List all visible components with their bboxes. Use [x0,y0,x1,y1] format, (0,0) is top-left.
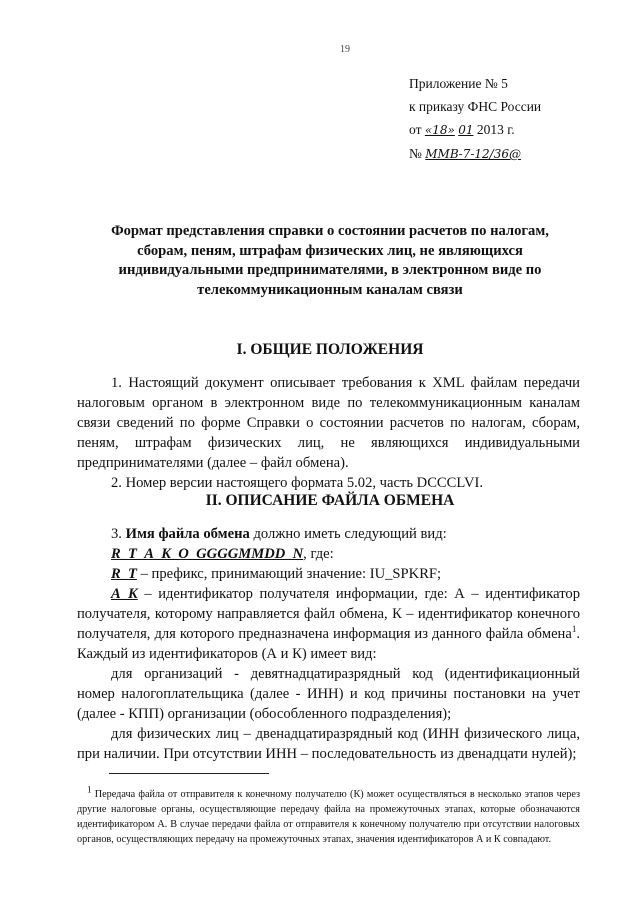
file-name-term: Имя файла обмена [125,526,250,542]
section-2-heading: II. ОПИСАНИЕ ФАЙЛА ОБМЕНА [205,492,455,509]
ak-text: – идентификатор получателя информации, где: А – идентификатор получателя, которому направляется файл обмена, К – идентификатор конечного получателя, для которого предназначена информация из данного файла обмена [77,586,580,642]
annex-title: Приложение № 5 [409,76,508,91]
rt-text: – префикс, принимающий значение: IU_SPKRF; [140,566,442,582]
file-name-pattern-line [77,544,580,564]
annex-date-prefix: от [409,122,422,137]
annex-block [409,72,541,166]
annex-date-day: «18» [424,123,455,137]
rt-definition [77,564,580,584]
paragraph-1: 1. Настоящий документ описывает требования к XML файлам передачи налоговым органом в электронном виде по телекоммуникационным каналам связи сведений по форме Справки о состоянии расчетов по налогам, сборам, пеням, штрафам физических лиц, не являющихся индивидуальными предпринимателями (далее – файл обмена). [77,375,580,471]
ak-definition [77,584,580,664]
section-1-body [77,373,580,493]
paragraph-2: 2. Номер версии настоящего формата 5.02, часть DCCCLVI. [111,475,484,491]
page-number: 19 [340,44,350,55]
paragraph-3-number: 3. [111,526,122,542]
annex-number-line [409,142,541,166]
org-identifier-text: для организаций - девятнадцатиразрядный код (идентификационный номер налогоплательщика (далее - ИНН) и код причины постановки на учет (далее - КПП) организации (обособленного подразделения); [77,666,580,722]
file-name-pattern: R_T_A_K_O_GGGGMMDD_N [111,546,304,562]
footnote-text: Передача файла от отправителя к конечному получателю (К) может осуществляться в несколько этапов через другие налоговые органы, осуществляющие передачу файла на промежуточных этапах, которые обозначаются идентификатором А. В случае передачи файла от отправителя к конечному получателю при отсутствии налоговых органов, осуществляющих передачу на промежуточных этапах, значения идентификаторов А и К совпадают. [77,789,581,845]
person-identifier-text: для физических лиц – двенадцатиразрядный код (ИНН физического лица, при наличии. При отсутствии ИНН – последовательность из двенадцати нулей); [77,726,580,762]
annex-date-year: 2013 г. [476,122,515,137]
paragraph-3 [77,524,580,544]
annex-date-line [409,118,541,142]
annex-order-ref: к приказу ФНС России [409,99,542,114]
paragraph-3-text: должно иметь следующий вид: [253,526,447,542]
section-2-body [77,524,580,764]
footnote [77,784,581,847]
ak-term: A_K [111,586,138,602]
section-1-heading: I. ОБЩИЕ ПОЛОЖЕНИЯ [236,341,424,358]
footnote-separator [109,773,269,774]
rt-term: R_T [111,566,137,582]
footnote-marker: 1 [87,784,92,795]
annex-date-month: 01 [458,123,474,137]
document-title: Формат представления справки о состоянии расчетов по налогам, сборам, пеням, штрафам физических лиц, не являющихся индивидуальными предпринимателями, в электронном виде по телекоммуникационным каналам связи [111,223,549,298]
file-name-pattern-suffix: , где: [303,546,334,562]
footnote-ref: 1 [571,624,577,635]
annex-number-value: ММВ-7-12/36@ [425,147,521,161]
ak-text-2: . Каждый из идентификаторов (А и К) имеет вид: [77,626,580,662]
annex-number-prefix: № [409,146,422,161]
